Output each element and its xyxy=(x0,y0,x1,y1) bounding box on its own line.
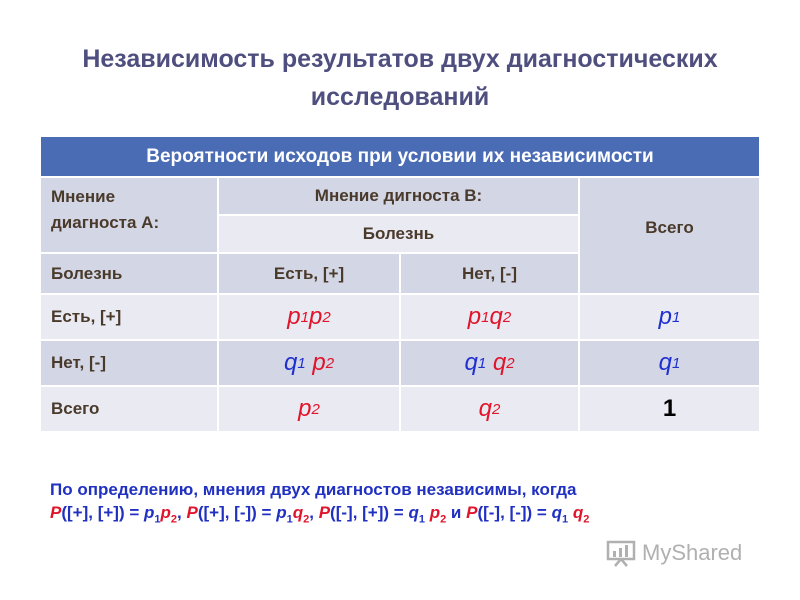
opinion-a-line-2: диагноста А: xyxy=(51,213,160,232)
P-symbol: P xyxy=(466,503,478,522)
watermark-logo xyxy=(606,538,742,568)
index: 2 xyxy=(583,513,590,526)
p-symbol: p xyxy=(467,303,482,330)
opinion-a-line-1: Мнение xyxy=(51,187,116,206)
minus-plus: ([-], [+]) = xyxy=(330,503,409,522)
p-symbol: p xyxy=(298,395,312,422)
index: 1 xyxy=(286,513,293,526)
note-line-2 xyxy=(50,501,770,531)
index: 2 xyxy=(440,513,447,526)
index: 1 xyxy=(418,513,425,526)
plus-minus: ([+], [-]) = xyxy=(197,503,277,522)
cell-q1 xyxy=(580,341,761,387)
index: 2 xyxy=(506,354,515,372)
index: 2 xyxy=(322,308,331,326)
q-symbol: q xyxy=(478,395,492,422)
q-symbol: q xyxy=(283,349,298,376)
index: 1 xyxy=(300,308,309,326)
q: q xyxy=(572,503,584,522)
p-symbol: p xyxy=(309,303,323,330)
p: p xyxy=(276,503,287,522)
cell-q1q2 xyxy=(401,341,580,387)
P-symbol: P xyxy=(186,503,198,522)
disease-b-label: Болезнь xyxy=(219,216,580,254)
cell-p1q2 xyxy=(401,295,580,341)
opinion-b-label: Мнение дигноста В: xyxy=(219,178,580,216)
index: 2 xyxy=(311,400,320,418)
cell-q1p2 xyxy=(219,341,401,387)
separator: , xyxy=(177,503,187,522)
index: 1 xyxy=(297,354,306,372)
definition-note xyxy=(50,478,770,531)
opinion-a-label xyxy=(41,178,219,254)
table-header: Вероятности исходов при условии их независимости xyxy=(41,137,761,178)
q-symbol: q xyxy=(489,303,503,330)
q: q xyxy=(551,503,562,522)
p-symbol: p xyxy=(312,349,326,376)
cell-p1p2 xyxy=(219,295,401,341)
p: p xyxy=(429,503,441,522)
q-symbol: q xyxy=(464,349,478,376)
P-symbol: P xyxy=(50,503,62,522)
p-symbol: p xyxy=(658,303,672,330)
index: 1 xyxy=(672,354,681,372)
p: p xyxy=(160,503,171,522)
q-symbol: q xyxy=(492,349,507,376)
index: 2 xyxy=(325,354,335,372)
disease-a-label: Болезнь xyxy=(41,254,219,295)
probability-table xyxy=(41,137,761,433)
p: p xyxy=(144,503,155,522)
col-yes-header: Есть, [+] xyxy=(219,254,401,295)
cell-one: 1 xyxy=(580,387,761,433)
index: 1 xyxy=(672,308,681,326)
page-title xyxy=(40,40,760,116)
q: q xyxy=(408,503,419,522)
index: 2 xyxy=(492,400,501,418)
index: 2 xyxy=(303,513,310,526)
cell-p1 xyxy=(580,295,761,341)
p-symbol: p xyxy=(287,303,301,330)
watermark-text: MyShared xyxy=(642,540,743,565)
index: 1 xyxy=(154,513,161,526)
presentation-board-icon xyxy=(606,539,636,567)
row-total-label: Всего xyxy=(41,387,219,433)
total-header: Всего xyxy=(580,178,761,295)
index: 1 xyxy=(561,513,569,526)
q: q xyxy=(292,503,304,522)
note-line-1: По определению, мнения двух диагностов независимы, когда xyxy=(50,480,577,499)
index: 2 xyxy=(502,308,512,326)
index: 1 xyxy=(481,308,490,326)
q-symbol: q xyxy=(658,349,672,376)
P-symbol: P xyxy=(318,503,331,522)
index: 2 xyxy=(170,513,178,526)
title-line-1: Независимость результатов двух диагностических xyxy=(82,45,718,73)
row-yes-label: Есть, [+] xyxy=(41,295,219,341)
minus-minus: ([-], [-]) = xyxy=(477,503,552,522)
title-line-2: исследований xyxy=(310,83,490,111)
row-no-label: Нет, [-] xyxy=(41,341,219,387)
cell-q2 xyxy=(401,387,580,433)
cell-p2 xyxy=(219,387,401,433)
and-word: и xyxy=(446,503,467,522)
separator: , xyxy=(309,503,319,522)
index: 1 xyxy=(477,354,487,372)
col-no-header: Нет, [-] xyxy=(401,254,580,295)
plus-plus: ([+], [+]) = xyxy=(61,503,144,522)
